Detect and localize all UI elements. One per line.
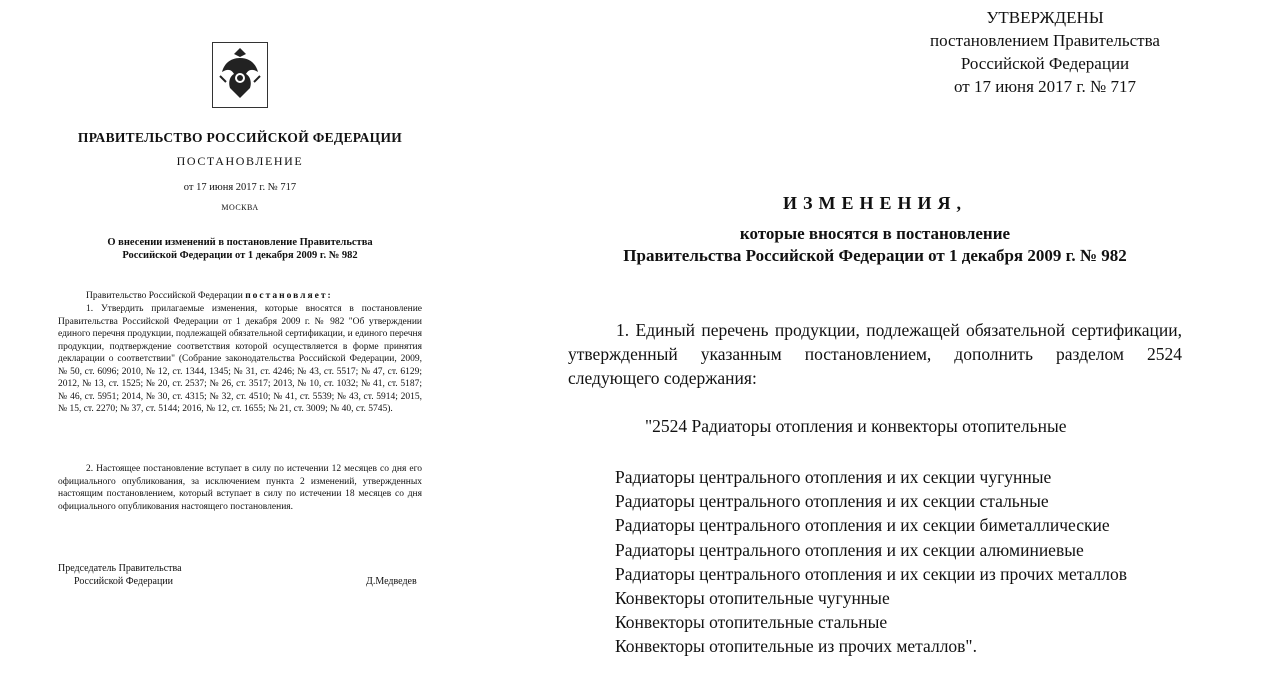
signer-position bbox=[58, 562, 182, 588]
approved-line-3: Российской Федерации bbox=[960, 54, 1130, 73]
list-item: Радиаторы центрального отопления и их секции чугунные bbox=[615, 467, 1052, 487]
decree-paragraph-1 bbox=[58, 303, 422, 416]
decree-paragraph-2 bbox=[58, 463, 422, 513]
changes-subheading-1: которые вносятся в постановление bbox=[739, 224, 1011, 243]
document-kind: ПОСТАНОВЛЕНИЕ bbox=[176, 154, 304, 168]
signer-position-line1: Председатель Правительства bbox=[58, 563, 182, 574]
list-item: Радиаторы центрального отопления и их секции алюминиевые bbox=[615, 539, 1084, 560]
list-item: Конвекторы отопительные чугунные bbox=[615, 588, 890, 609]
changes-paragraph-1 bbox=[568, 318, 1182, 390]
paragraph-1-text: 1. Утвердить прилагаемые изменения, которые вносятся в постановление Правительства Российской Федерации от 1 декабря 2009 г. № 982 "Об утверждении единого перечня продукции, подлежащей обязательной сертификации, и единого перечня продукции, подтверждение соответствия которой осуществляется в форме принятия декларации о соответствии" (Собрание законодательства Российской Федерации, 2009, № 50, ст. 6096; 2010, № 12, ст. 1344, 1345; № 31, ст. 4246; № 43, ст. 5517; № 47, ст. 6129; 2012, № 13, ст. 1525; № 20, ст. 2537; № 26, ст. 3517; 2013, № 10, ст. 1032; № 41, ст. 5187; № 46, ст. 5951; 2014, № 30, ст. 4315; № 32, ст. 4510; № 41, ст. 5539; № 43, ст. 5914; 2015, № 15, ст. 2270; № 37, ст. 5144; 2016, № 12, ст. 1655; № 21, ст. 3009; № 40, ст. 5745). bbox=[58, 304, 422, 414]
approved-line-4: от 17 июня 2017 г. № 717 bbox=[954, 77, 1136, 96]
decree-date-number: от 17 июня 2017 г. № 717 bbox=[183, 182, 297, 193]
decree-intro bbox=[58, 290, 422, 303]
list-item: Радиаторы центрального отопления и их секции из прочих металлов bbox=[615, 563, 1127, 584]
approved-line-1: УТВЕРЖДЕНЫ bbox=[986, 8, 1104, 27]
government-name: ПРАВИТЕЛЬСТВО РОССИЙСКОЙ ФЕДЕРАЦИИ bbox=[77, 130, 403, 145]
approved-line-2: постановлением Правительства bbox=[930, 31, 1160, 50]
approval-block bbox=[890, 6, 1200, 98]
section-title: "2524 Радиаторы отопления и конвекторы отопительные bbox=[645, 416, 1067, 436]
list-item: Конвекторы отопительные из прочих металлов". bbox=[615, 636, 977, 657]
list-item: Радиаторы центрального отопления и их секции стальные bbox=[615, 491, 1049, 512]
changes-subheading-2: Правительства Российской Федерации от 1 декабря 2009 г. № 982 bbox=[623, 246, 1127, 265]
city-name: МОСКВА bbox=[221, 203, 259, 212]
changes-paragraph-1-text: 1. Единый перечень продукции, подлежащей обязательной сертификации, утвержденный указанным постановлением, дополнить разделом 2524 следующего содержания: bbox=[568, 320, 1182, 388]
intro-emphasis: постановляет: bbox=[245, 291, 333, 301]
coat-of-arms-emblem bbox=[212, 42, 268, 108]
product-list bbox=[615, 465, 1127, 659]
changes-heading: ИЗМЕНЕНИЯ, bbox=[782, 193, 967, 213]
list-item: Радиаторы центрального отопления и их секции биметаллические bbox=[615, 515, 1110, 536]
paragraph-2-text: 2. Настоящее постановление вступает в силу по истечении 12 месяцев со дня его официального опубликования, за исключением пункта 2 изменений, утвержденных настоящим постановлением, который вступает в силу по истечении 18 месяцев со дня официального опубликования настоящего постановления. bbox=[58, 464, 422, 512]
signer-name: Д.Медведев bbox=[366, 576, 417, 587]
signer-position-line2: Российской Федерации bbox=[74, 576, 174, 587]
decree-title: О внесении изменений в постановление Правительства Российской Федерации от 1 декабря 2009 г. № 982 bbox=[107, 237, 373, 261]
list-item: Конвекторы отопительные стальные bbox=[615, 612, 888, 633]
intro-text: Правительство Российской Федерации bbox=[86, 291, 246, 301]
